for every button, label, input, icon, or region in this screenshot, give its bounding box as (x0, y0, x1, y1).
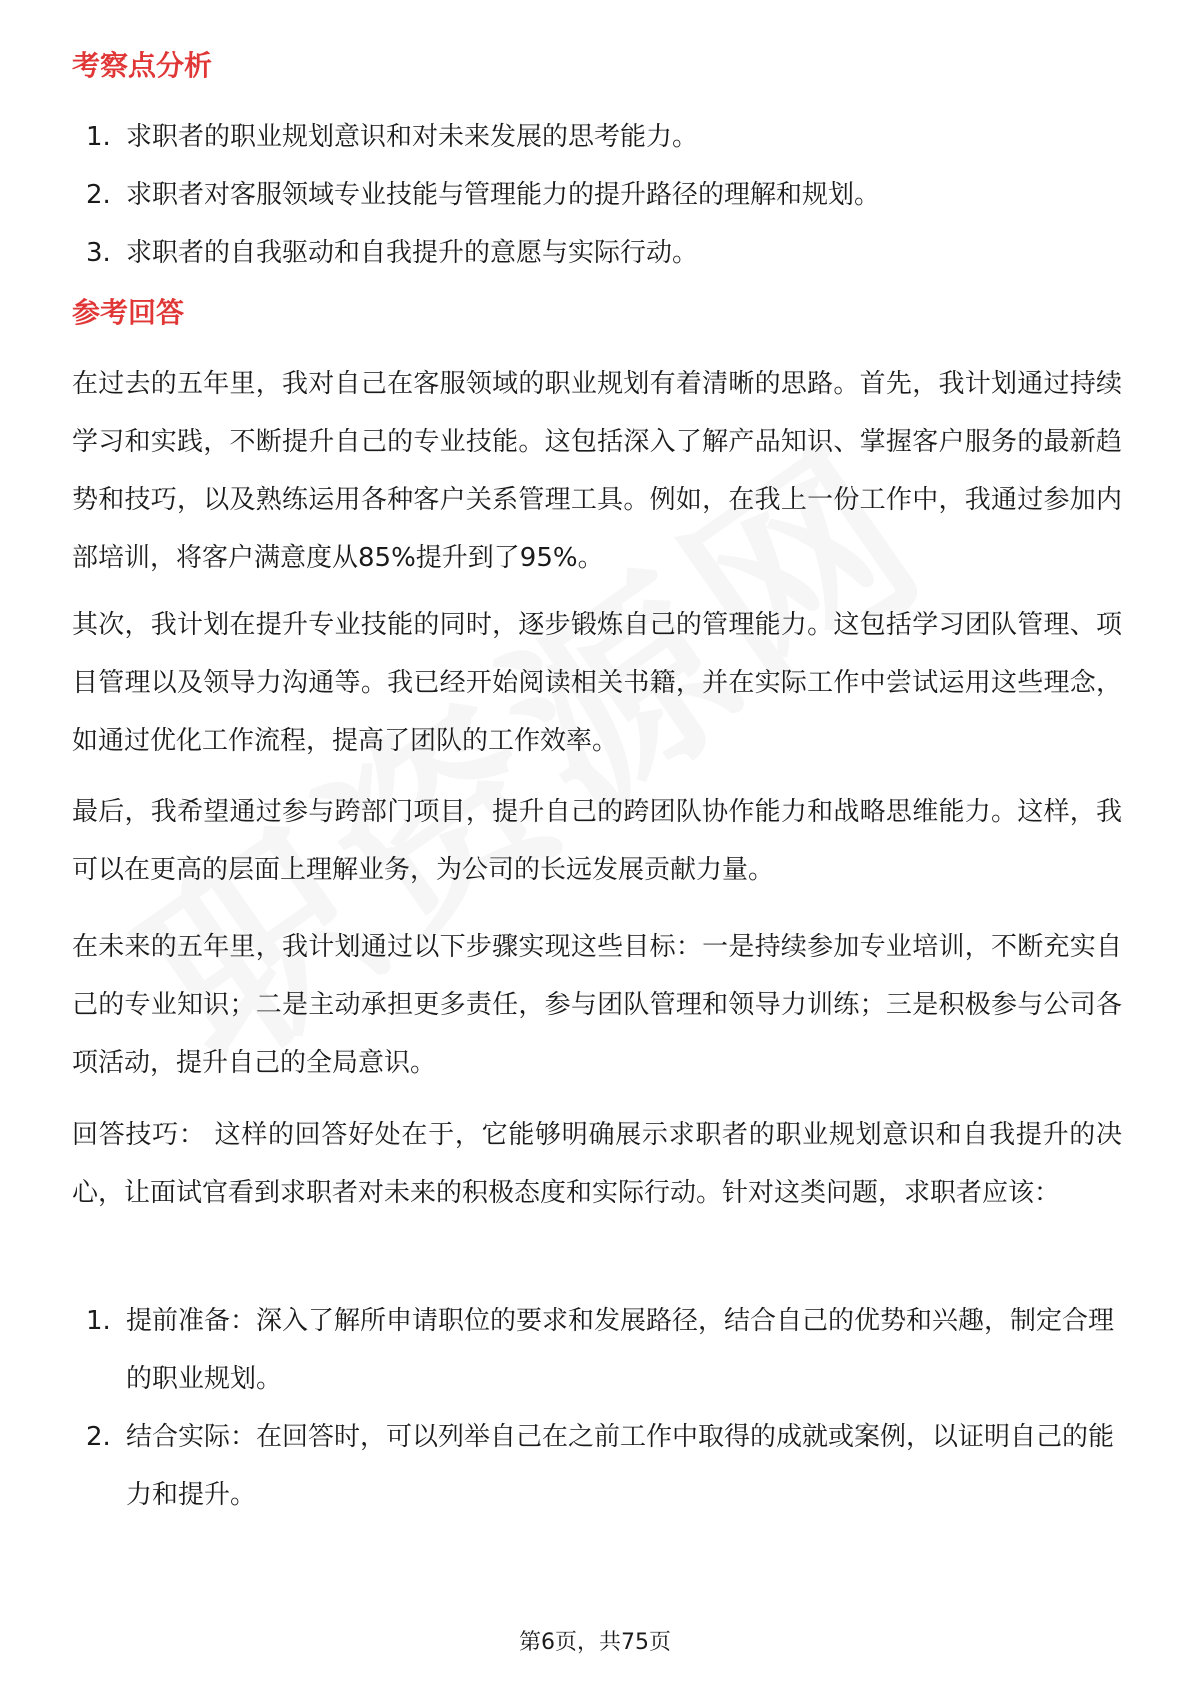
list-item (72, 1292, 1122, 1408)
list-item-text: 求职者对客服领域专业技能与管理能力的提升路径的理解和规划。 (126, 180, 881, 210)
list-item-text: 提前准备：深入了解所申请职位的要求和发展路径，结合自己的优势和兴趣，制定合理的职业规划。 (126, 1306, 1115, 1394)
list-item (72, 108, 1122, 166)
list-item-text: 求职者的职业规划意识和对未来发展的思考能力。 (126, 122, 699, 152)
list-item (72, 1408, 1122, 1524)
answer-heading: 参考回答 (72, 296, 185, 329)
analysis-list (72, 108, 1122, 282)
page-footer: 第6页，共75页 (519, 1630, 671, 1655)
list-number: 3. (86, 238, 111, 268)
list-item (72, 224, 1122, 282)
list-item-text: 结合实际：在回答时，可以列举自己在之前工作中取得的成就或案例，以证明自己的能力和提升。 (126, 1422, 1115, 1510)
answer-paragraph: 其次，我计划在提升专业技能的同时，逐步锻炼自己的管理能力。这包括学习团队管理、项目管理以及领导力沟通等。我已经开始阅读相关书籍，并在实际工作中尝试运用这些理念，如通过优化工作流程，提高了团队的工作效率。 (72, 610, 1122, 756)
list-number: 1. (86, 1306, 111, 1336)
list-number: 2. (86, 1422, 111, 1452)
list-number: 1. (86, 122, 111, 152)
list-item-text: 求职者的自我驱动和自我提升的意愿与实际行动。 (126, 238, 699, 268)
tips-list (72, 1292, 1122, 1524)
analysis-heading: 考察点分析 (72, 49, 213, 82)
answer-paragraph: 在未来的五年里，我计划通过以下步骤实现这些目标：一是持续参加专业培训，不断充实自己的专业知识；二是主动承担更多责任，参与团队管理和领导力训练；三是积极参与公司各项活动，提升自己的全局意识。 (72, 932, 1122, 1078)
list-item (72, 166, 1122, 224)
answer-paragraph: 在过去的五年里，我对自己在客服领域的职业规划有着清晰的思路。首先，我计划通过持续学习和实践，不断提升自己的专业技能。这包括深入了解产品知识、掌握客户服务的最新趋势和技巧，以及熟练运用各种客户关系管理工具。例如，在我上一份工作中，我通过参加内部培训，将客户满意度从85%提升到了95%。 (72, 369, 1122, 573)
tips-paragraph: 回答技巧： 这样的回答好处在于，它能够明确展示求职者的职业规划意识和自我提升的决心，让面试官看到求职者对未来的积极态度和实际行动。针对这类问题，求职者应该： (72, 1120, 1122, 1208)
list-number: 2. (86, 180, 111, 210)
answer-paragraph: 最后，我希望通过参与跨部门项目，提升自己的跨团队协作能力和战略思维能力。这样，我可以在更高的层面上理解业务，为公司的长远发展贡献力量。 (72, 797, 1122, 885)
